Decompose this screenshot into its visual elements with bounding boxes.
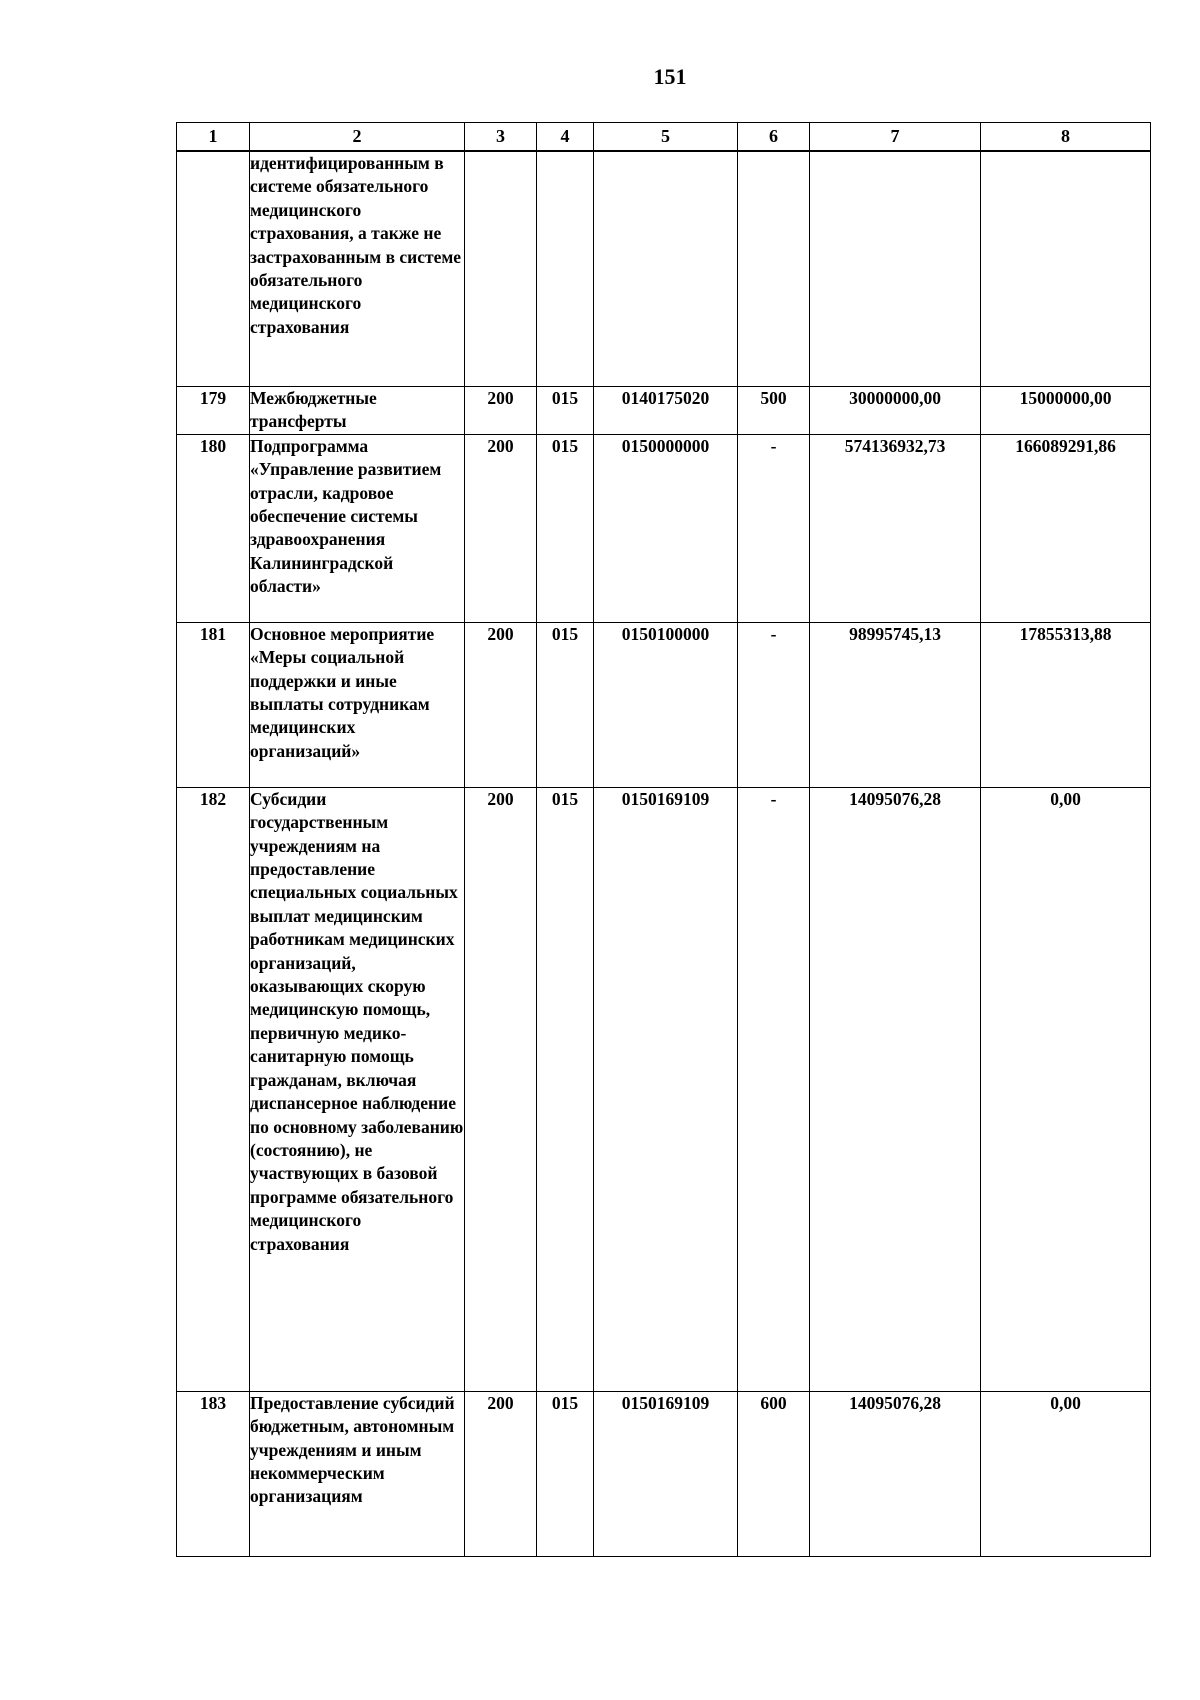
budget-table xyxy=(176,122,1151,1557)
column-8-cell: 15000000,00 xyxy=(981,387,1151,435)
column-4-cell: 015 xyxy=(537,387,594,435)
table-row xyxy=(177,1391,1151,1556)
column-header-4: 4 xyxy=(537,123,594,152)
row-name-text: идентифицированным в системе обязательного медицинского страхования, а также не застрахованным в системе обязательного медицинского страхования xyxy=(250,153,462,337)
row-number-cell: 182 xyxy=(177,787,250,1391)
column-6-cell: - xyxy=(738,787,810,1391)
column-8-cell: 0,00 xyxy=(981,1391,1151,1556)
column-header-2: 2 xyxy=(250,123,465,152)
row-name-cell: Субсидии государственным учреждениям на предоставление специальных социальных выплат медицинским работникам медицинских организаций, оказывающих скорую медицинскую помощь, первичную медико-санитарную помощь гражданам, включая диспансерное наблюдение по основному заболеванию (состоянию), не участвующих в базовой программе обязательного медицинского страхования xyxy=(250,787,465,1391)
column-7-cell: 30000000,00 xyxy=(810,387,981,435)
table-row-continuation xyxy=(177,151,1151,387)
column-3-cell: 200 xyxy=(465,1391,537,1556)
row-number-cell: 181 xyxy=(177,622,250,787)
column-7-cell: 14095076,28 xyxy=(810,1391,981,1556)
column-3-cell: 200 xyxy=(465,434,537,622)
row-name-cell xyxy=(250,151,465,387)
row-number-cell: 183 xyxy=(177,1391,250,1556)
table-row xyxy=(177,387,1151,435)
column-6-cell xyxy=(738,151,810,387)
table-header-row xyxy=(177,123,1151,152)
column-7-cell: 98995745,13 xyxy=(810,622,981,787)
column-header-3: 3 xyxy=(465,123,537,152)
column-4-cell xyxy=(537,151,594,387)
row-name-cell: Межбюджетные трансферты xyxy=(250,387,465,435)
column-8-cell: 0,00 xyxy=(981,787,1151,1391)
column-8-cell: 166089291,86 xyxy=(981,434,1151,622)
column-6-cell: 500 xyxy=(738,387,810,435)
column-header-7: 7 xyxy=(810,123,981,152)
column-5-cell: 0150100000 xyxy=(594,622,738,787)
row-number-cell: 180 xyxy=(177,434,250,622)
column-3-cell: 200 xyxy=(465,787,537,1391)
column-5-cell: 0150169109 xyxy=(594,1391,738,1556)
table-row xyxy=(177,787,1151,1391)
column-header-6: 6 xyxy=(738,123,810,152)
column-header-8: 8 xyxy=(981,123,1151,152)
column-3-cell: 200 xyxy=(465,622,537,787)
column-header-5: 5 xyxy=(594,123,738,152)
row-number-cell: 179 xyxy=(177,387,250,435)
row-name-cell: Подпрограмма «Управление развитием отрасли, кадровое обеспечение системы здравоохранения Калининградской области» xyxy=(250,434,465,622)
page-number: 151 xyxy=(653,64,687,89)
column-5-cell xyxy=(594,151,738,387)
column-6-cell: - xyxy=(738,622,810,787)
column-7-cell: 14095076,28 xyxy=(810,787,981,1391)
column-5-cell: 0150000000 xyxy=(594,434,738,622)
table-row xyxy=(177,622,1151,787)
column-header-1: 1 xyxy=(177,123,250,152)
column-4-cell: 015 xyxy=(537,787,594,1391)
column-6-cell: - xyxy=(738,434,810,622)
column-3-cell: 200 xyxy=(465,387,537,435)
column-8-cell: 17855313,88 xyxy=(981,622,1151,787)
row-name-cell: Предоставление субсидий бюджетным, автономным учреждениям и иным некоммерческим организациям xyxy=(250,1391,465,1556)
column-4-cell: 015 xyxy=(537,1391,594,1556)
column-5-cell: 0140175020 xyxy=(594,387,738,435)
column-7-cell xyxy=(810,151,981,387)
column-5-cell: 0150169109 xyxy=(594,787,738,1391)
column-4-cell: 015 xyxy=(537,622,594,787)
row-name-cell: Основное мероприятие «Меры социальной поддержки и иные выплаты сотрудникам медицинских организаций» xyxy=(250,622,465,787)
row-number-cell xyxy=(177,151,250,387)
column-4-cell: 015 xyxy=(537,434,594,622)
column-3-cell xyxy=(465,151,537,387)
table-row xyxy=(177,434,1151,622)
column-8-cell xyxy=(981,151,1151,387)
column-6-cell: 600 xyxy=(738,1391,810,1556)
column-7-cell: 574136932,73 xyxy=(810,434,981,622)
